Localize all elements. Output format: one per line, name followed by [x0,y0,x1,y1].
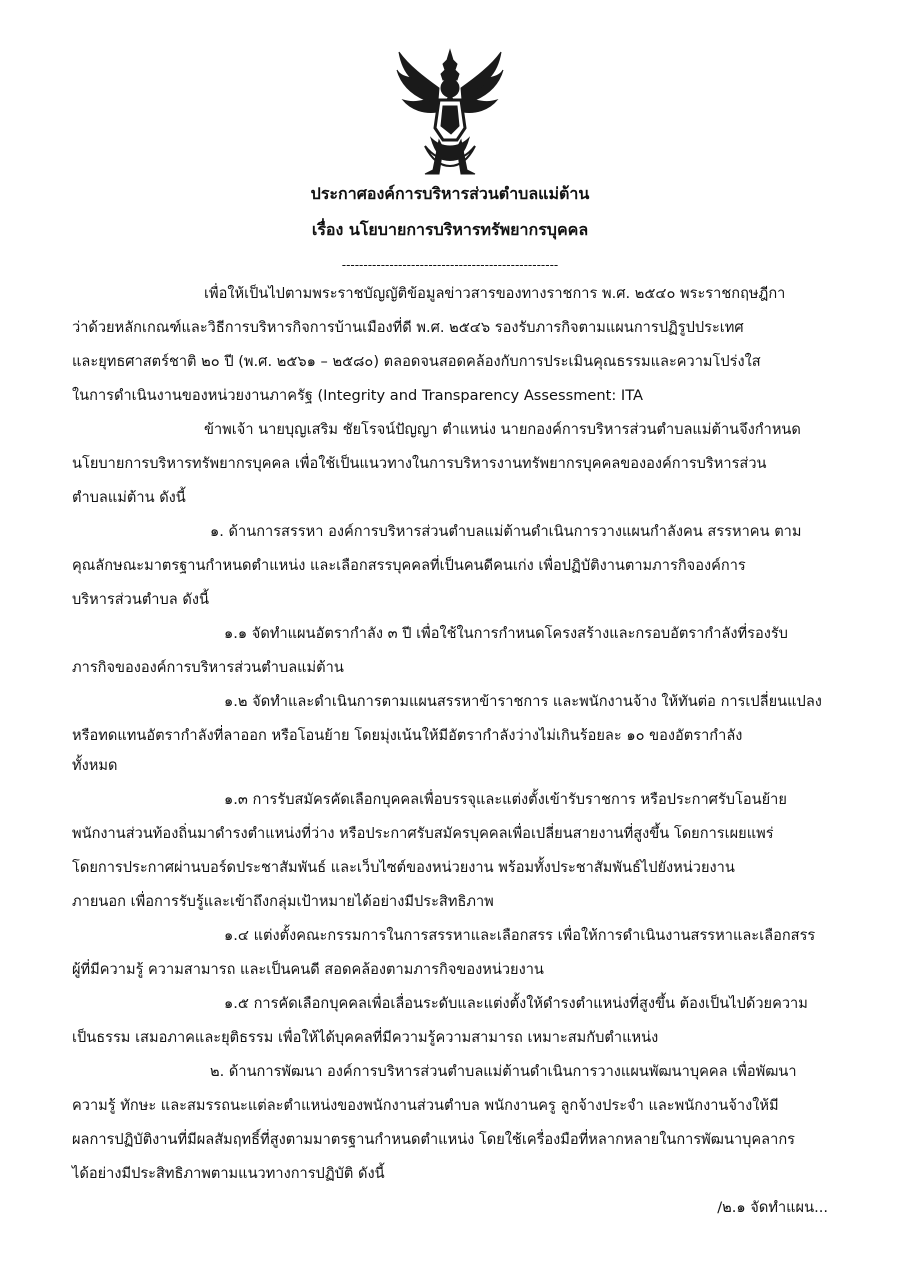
body-line: พนักงานส่วนท้องถิ่นมาดำรงตำแหน่งที่ว่าง หรือประกาศรับสมัครบุคคลเพื่อเปลี่ยนสายงานที่สูงขึ้น โดยการเผยแพร่ [72,825,774,842]
body-line: ว่าด้วยหลักเกณฑ์และวิธีการบริหารกิจการบ้านเมืองที่ดี พ.ศ. ๒๕๔๖ รองรับภารกิจตามแผนการปฏิรูปประเทศ [72,319,744,336]
body-line: ภายนอก เพื่อการรับรู้และเข้าถึงกลุ่มเป้าหมายได้อย่างมีประสิทธิภาพ [72,893,494,910]
announcement-title: ประกาศองค์การบริหารส่วนตำบลแม่ต้าน [310,184,590,203]
body-line: นโยบายการบริหารทรัพยากรบุคคล เพื่อใช้เป็นแนวทางในการบริหารงานทรัพยากรบุคคลขององค์การบริหารส่วน [72,455,767,472]
body-line: ข้าพเจ้า นายบุญเสริม ชัยโรจน์ปัญญา ตำแหน่ง นายกองค์การบริหารส่วนตำบลแม่ต้านจึงกำหนด [204,421,801,438]
garuda-emblem-icon [395,48,505,176]
body-line: ผู้ที่มีความรู้ ความสามารถ และเป็นคนดี สอดคล้องตามภารกิจของหน่วยงาน [72,961,544,978]
body-line: เป็นธรรม เสมอภาคและยุติธรรม เพื่อให้ได้บุคคลที่มีความรู้ความสามารถ เหมาะสมกับตำแหน่ง [72,1029,659,1046]
item-1-2: ๑.๒ จัดทำและดำเนินการตามแผนสรรหาข้าราชการ และพนักงานจ้าง ให้ทันต่อ การเปลี่ยนแปลง [224,693,822,710]
body-line: ตำบลแม่ต้าน ดังนี้ [72,489,186,506]
section-1-heading: ๑. ด้านการสรรหา องค์การบริหารส่วนตำบลแม่ต้านดำเนินการวางแผนกำลังคน สรรหาคน ตาม [210,523,802,540]
body-line: ทั้งหมด [72,757,118,774]
body-line: ผลการปฏิบัติงานที่มีผลสัมฤทธิ์ที่สูงตามมาตรฐานกำหนดตำแหน่ง โดยใช้เครื่องมือที่หลากหลายในการพัฒนาบุคลากร [72,1131,795,1148]
announcement-subject: เรื่อง นโยบายการบริหารทรัพยากรบุคคล [311,220,589,239]
body-line: ในการดำเนินงานของหน่วยงานภาครัฐ (Integrity and Transparency Assessment: ITA [72,387,643,404]
body-line: บริหารส่วนตำบล ดังนี้ [72,591,209,608]
title-divider: -------------------------------------------------- [341,258,559,272]
item-1-5: ๑.๕ การคัดเลือกบุคคลเพื่อเลื่อนระดับและแต่งตั้งให้ดำรงตำแหน่งที่สูงขึ้น ต้องเป็นไปด้วยความ [224,995,808,1012]
item-1-3: ๑.๓ การรับสมัครคัดเลือกบุคคลเพื่อบรรจุและแต่งตั้งเข้ารับราชการ หรือประกาศรับโอนย้าย [224,791,787,808]
body-line: เพื่อให้เป็นไปตามพระราชบัญญัติข้อมูลข่าวสารของทางราชการ พ.ศ. ๒๕๔๐ พระราชกฤษฎีกา [204,285,786,302]
section-2-heading: ๒. ด้านการพัฒนา องค์การบริหารส่วนตำบลแม่ต้านดำเนินการวางแผนพัฒนาบุคคล เพื่อพัฒนา [210,1063,797,1080]
item-1-1: ๑.๑ จัดทำแผนอัตรากำลัง ๓ ปี เพื่อใช้ในการกำหนดโครงสร้างและกรอบอัตรากำลังที่รองรับ [224,625,788,642]
body-line: โดยการประกาศผ่านบอร์ดประชาสัมพันธ์ และเว็บไซต์ของหน่วยงาน พร้อมทั้งประชาสัมพันธ์ไปยังหน่วยงาน [72,859,735,876]
body-line: คุณลักษณะมาตรฐานกำหนดตำแหน่ง และเลือกสรรบุคคลที่เป็นคนดีคนเก่ง เพื่อปฏิบัติงานตามภารกิจองค์การ [72,557,746,574]
body-line: ภารกิจขององค์การบริหารส่วนตำบลแม่ต้าน [72,659,344,676]
continuation-note: /๒.๑ จัดทำแผน... [717,1199,828,1216]
body-line: และยุทธศาสตร์ชาติ ๒๐ ปี (พ.ศ. ๒๕๖๑ – ๒๕๘๐) ตลอดจนสอดคล้องกับการประเมินคุณธรรมและความโปร่งใส [72,353,761,370]
body-line: หรือทดแทนอัตรากำลังที่ลาออก หรือโอนย้าย โดยมุ่งเน้นให้มีอัตรากำลังว่างไม่เกินร้อยละ ๑๐ ของอัตรากำลัง [72,727,743,744]
body-line: ความรู้ ทักษะ และสมรรถนะแต่ละตำแหน่งของพนักงานส่วนตำบล พนักงานครู ลูกจ้างประจำ และพนักงานจ้างให้มี [72,1097,779,1114]
body-line: ได้อย่างมีประสิทธิภาพตามแนวทางการปฏิบัติ ดังนี้ [72,1165,385,1182]
item-1-4: ๑.๔ แต่งตั้งคณะกรรมการในการสรรหาและเลือกสรร เพื่อให้การดำเนินงานสรรหาและเลือกสรร [224,927,816,944]
